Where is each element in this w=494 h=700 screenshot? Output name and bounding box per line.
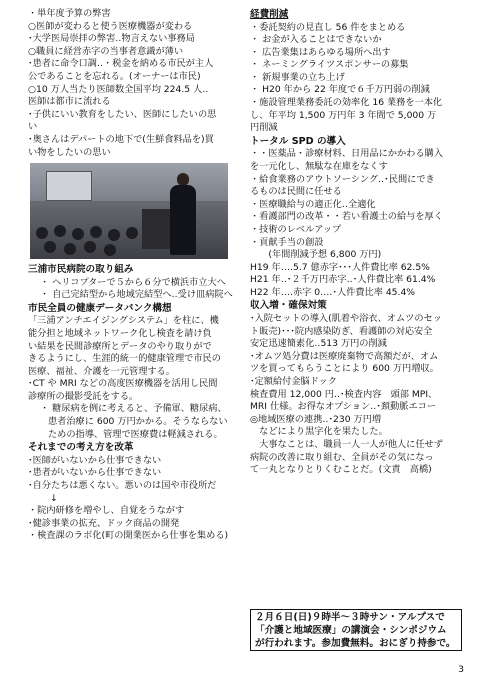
issue-line: ･大学医局崇拝の弊害‥物言えない事務局 [28, 33, 195, 45]
revenue-line: などにより黒字化を果たした。 [250, 426, 388, 438]
issue-line: ･患者に命令口調‥・税金を納める市民が主人 [28, 58, 214, 70]
spd-line: (年間削減予想 6,800 万円) [250, 249, 382, 261]
issue-line: ･奥さんはデパートの地下で(生鮮食料品を)買 [28, 133, 214, 145]
databank-line: 診療所の撮影受託をする。 [28, 390, 139, 402]
databank-example-line: ・ 糖尿病を例に考えると、予備軍、糖尿病、 [40, 403, 227, 415]
initiative-item: ・ ヘリコプターで５から６分で横浜市立大へ [40, 276, 226, 288]
issue-line: い [28, 121, 38, 133]
issue-line: ○10 万人当たり医師数全国平均 224.5 人‥ [28, 83, 209, 95]
revenue-line: ツを買ってもらうことにより 600 万円増収。 [250, 363, 439, 375]
databank-line: 医療、福祉、介護を一元管理する。 [28, 365, 175, 377]
cost-line: ・ 新規事業の立ち上げ [250, 71, 345, 83]
revenue-line: 病院の改善に取り組む、全員がその気になっ [250, 451, 434, 463]
databank-line: 「三浦アンチエイジングシステム」を柱に、機 [28, 315, 219, 327]
spd-line: を一元化し、無駄な在庫をなくす [250, 160, 388, 172]
right-column [250, 8, 470, 477]
reform-action-line: ・院内研修を増やし、自覚をうながす [28, 505, 185, 517]
databank-line: ･CT や MRI などの高度医療機器を活用し民間 [28, 378, 218, 390]
issue-line: 医師は都市に流れる [28, 96, 111, 108]
cost-line: ・ お金が入ることはできないか [250, 34, 382, 46]
deficit-line: H19 年‥‥5.7 億赤字･･･人件費比率 62.5% [250, 261, 430, 273]
down-arrow-icon: ↓ [50, 492, 58, 504]
spd-line: ・給食業務のアウトソーシング‥･民間にでき [250, 173, 435, 185]
revenue-line: ･オムツ処分費は医療廃棄物で高額だが、オム [250, 350, 439, 362]
revenue-line: て一丸となりとりくむことだ。(文責 高橋) [250, 464, 432, 476]
photo-podium [142, 209, 170, 249]
section-title-spd: トータル SPD の導入 [250, 135, 346, 147]
databank-line: い結果を民間診療所とデータのやり取りがで [28, 340, 212, 352]
revenue-line: ･入院セットの導入(肌着や浴衣、オムツのセッ [250, 312, 442, 324]
section-title-cost-cutting: 経費削減 [250, 9, 289, 20]
photo-audience [30, 221, 150, 259]
spd-line: るものは民間に任せる [250, 186, 342, 198]
section-title-databank: 市民全員の健康データバンク構想 [28, 302, 172, 314]
issue-line: ○職員に経営赤字の当事者意識が薄い [28, 45, 184, 57]
deficit-line: H21 年‥･２千万円赤字‥･人件費比率 61.4% [250, 274, 436, 286]
revenue-line: 大事なことは、職員一人一人が他人に任せず [250, 438, 443, 450]
revenue-line: 検査費用 12,000 円‥･検査内容 頭部 MPI、 [250, 388, 438, 400]
spd-line: ・・医薬品・診療材料、日用品にかかわる購入 [250, 148, 443, 160]
databank-example-line: 患者治療に 600 万円かかる。そうならない [48, 416, 228, 428]
section-title-initiatives: 三浦市民病院の取り組み [28, 264, 134, 276]
reform-line: ･患者がいないから仕事できない [28, 467, 162, 479]
issues-list [28, 8, 238, 159]
revenue-line: MRI 仕様。お得なオプション‥･頚動脈エコー [250, 401, 437, 413]
initiative-item: ・ 自己完結型から地域完結型へ‥受け皿病院へ [40, 289, 233, 301]
page-number: 3 [458, 665, 464, 675]
cost-line: ・施設管理業務委託の効率化 16 業務を一本化 [250, 97, 443, 109]
spd-line: ・貢献手当の創設 [250, 236, 324, 248]
photo-speaker [168, 173, 198, 253]
revenue-line: ◎地域医療の連携‥･230 万円増 [250, 413, 382, 425]
spd-line: ・技術のレベルアップ [250, 223, 342, 235]
issue-line: ・単年度予算の弊害 [28, 8, 111, 19]
section-title-revenue: 収入増・確保対策 [250, 300, 327, 312]
reform-action-line: ･健診事業の拡充、ドック商品の開発 [28, 517, 180, 529]
cost-line: ・委託契約の見直し 56 件をまとめる [250, 21, 406, 33]
photo-screen [46, 171, 92, 201]
issue-line: い物をしたいの思い [28, 146, 111, 158]
reform-line: ･自分たちは悪くない。悪いのは国や市役所だ [28, 479, 217, 491]
cost-line: し、年平均 1,500 万円年 3 年間で 5,000 万 [250, 109, 437, 121]
revenue-line: ･定額給付金脳ドック [250, 375, 337, 387]
databank-line: きるようにし、生涯的統一的健康管理で市民の [28, 353, 221, 365]
cost-line: 円削減 [250, 122, 278, 134]
databank-line: 能分担と地域ネットワーク化し検査を請け負 [28, 327, 212, 339]
reform-action-line: ・検査課のラボ化(町の開業医から仕事を集める) [28, 530, 229, 542]
revenue-line: ト販売)･･･院内感染防ぎ、看護師の対応安全 [250, 325, 433, 337]
issue-line: 公であることを忘れる。(オーナーは市民) [28, 70, 201, 82]
cost-line: ・ H20 年から 22 年度で６千万円弱の削減 [250, 84, 430, 96]
left-column [28, 8, 238, 543]
issue-line: ○医師が変わると使う医療機器が変わる [28, 20, 193, 32]
issue-line: ･子供にいい教育をしたい、医師にしたいの思 [28, 108, 217, 120]
spd-line: ・医療職給与の適正化‥全適化 [250, 198, 376, 210]
cost-line: ・ 広告業集はあらゆる場所へ出す [250, 46, 391, 58]
notice-line: ２月６日(日)９時半～３時サン・アルプスで [255, 612, 445, 623]
notice-line: が行われます。参加費無料。おにぎり持参で。 [255, 638, 456, 650]
cost-line: ・ ネーミングライツスポンサーの募集 [250, 59, 409, 71]
revenue-line: 安定迅速簡素化‥513 万円の削減 [250, 338, 387, 350]
databank-example-line: ための指導、管理で医療費は軽減される。 [48, 428, 223, 440]
notice-line: 「介護と地域医療」の講演会・シンポジウム [255, 625, 447, 637]
deficit-line: H22 年‥‥赤字 0‥‥･人件費比率 45.4% [250, 286, 416, 298]
event-notice-box [250, 609, 462, 651]
lecture-photo [30, 163, 228, 259]
spd-line: ・看護部門の改革・・若い看護士の給与を厚く [250, 211, 443, 223]
reform-line: ･医師がいないから仕事できない [28, 454, 162, 466]
section-title-reform: それまでの考え方を改革 [28, 442, 134, 454]
